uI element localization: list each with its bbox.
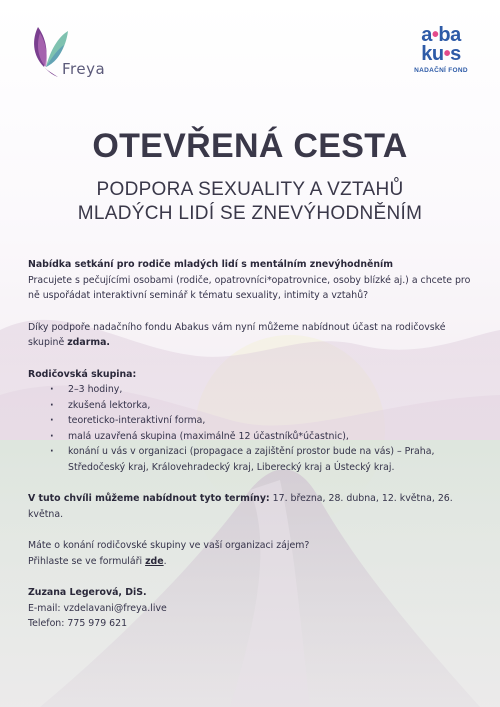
dates-label: V tuto chvíli můžeme nabídnout tyto termíny: (28, 493, 270, 504)
flyer-content (28, 257, 478, 632)
signup-form-link[interactable]: zde (145, 555, 164, 567)
abakus-logo-ba: ba (438, 24, 461, 46)
intro-text: Pracujete s pečujícími osobami (rodiče, opatrovníci*opatrovnice, osoby blízké aj.) a chcete pro ně uspořádat interaktivní seminář k tématu sexuality, intimity a vztahů? (28, 274, 471, 301)
abakus-logo-ku: ku (421, 43, 444, 65)
page-title: OTEVŘENÁ CESTA (92, 127, 408, 165)
abakus-logo (410, 26, 472, 74)
abakus-logo-s: s (450, 43, 461, 65)
intro-heading: Nabídka setkání pro rodiče mladých lidí s mentálním znevýhodněním (28, 259, 394, 270)
list-item: · konání u vás v organizaci (propagace a zajištění prostor bude na vás) – Praha, Středočeský kraj, Královehradecký kraj, Liberecký kraj a Ústecký kraj. (50, 444, 478, 475)
abakus-dot2-icon: • (443, 43, 451, 65)
page-subtitle (0, 178, 500, 226)
list-item: · malá uzavřená skupina (maximálně 12 účastníků*účastnic), (50, 429, 478, 445)
signup-period: . (163, 555, 167, 567)
abakus-dot-icon: • (431, 24, 439, 46)
subtitle-line1: PODPORA SEXUALITY A VZTAHŮ (96, 179, 404, 200)
dates-paragraph (28, 491, 478, 522)
freya-logo-text: Freya (62, 60, 106, 78)
abakus-logo-a: a (421, 24, 432, 46)
group-heading: Rodičovská skupina: (28, 368, 137, 380)
contact-name: Zuzana Legerová, DiS. (28, 587, 147, 598)
signup-line2 (28, 554, 478, 570)
signup-line1: Máte o konání rodičovské skupiny ve vaší organizaci zájem? (28, 540, 310, 551)
support-text: Díky podpoře nadačního fondu Abakus vám nyní můžeme nabídnout účast na rodičovské skupině (28, 321, 446, 348)
abakus-fond-label: NADAČNÍ FOND (414, 67, 468, 74)
list-item: · teoreticko-interaktivní forma, (50, 413, 478, 429)
group-list (28, 382, 478, 475)
dates-text: 17. března, 28. dubna, 12. května, 26. května. (28, 493, 453, 520)
support-bold: zdarma. (67, 337, 110, 348)
contact-phone: Telefon: 775 979 621 (28, 618, 128, 629)
list-item: · 2–3 hodiny, (50, 382, 478, 398)
signup-text: Přihlaste se ve formuláři (28, 555, 146, 567)
list-item: · zkušená lektorka, (50, 398, 478, 414)
support-paragraph (28, 320, 478, 351)
abakus-logo-row2 (410, 45, 472, 64)
contact-email[interactable]: E-mail: vzdelavani@freya.live (28, 602, 167, 614)
subtitle-line2: MLADÝCH LIDÍ SE ZNEVÝHODNĚNÍM (77, 203, 423, 224)
